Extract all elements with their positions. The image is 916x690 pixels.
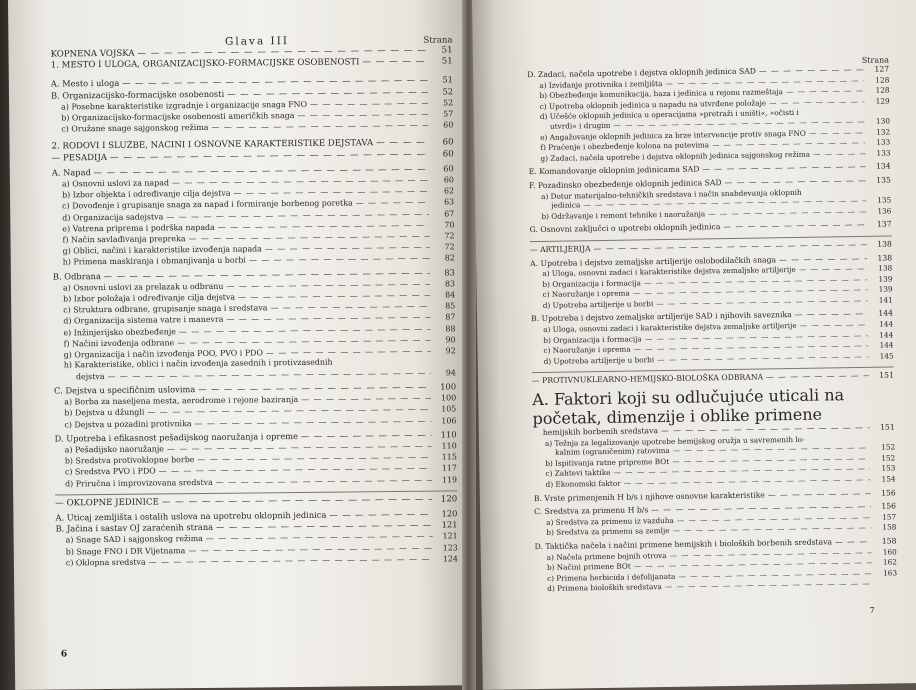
toc-entry-title: B. Odbrana — [52, 270, 101, 282]
toc-page-number: 153 — [881, 463, 896, 474]
dash-leader — [362, 57, 427, 69]
toc-entry-title: c) Primena herbicida i defolijanata — [547, 571, 676, 583]
dash-leader — [376, 138, 428, 150]
toc-entry-title: d) Organizacija sadejstva — [62, 212, 164, 223]
toc-entry-title: G. Osnovni zaključci o upotrebi oklopnih jedinica — [529, 222, 721, 235]
toc-entry-title: a) Osnovni uslovi za prelazak u odbranu — [62, 281, 224, 293]
toc-entry-title: a) Posebne karakteristike izgradnje i organizacije snaga FNO — [61, 99, 308, 112]
toc-page-number: 123 — [442, 542, 458, 553]
toc-page-number: 138 — [877, 239, 892, 249]
toc-entry-title: C. Dejstva u specifičnim uslovima — [54, 383, 196, 396]
toc-entry-title: a) Snage SAD i sajgonskog režima — [65, 534, 203, 545]
toc-entry-title: c) Upotreba oklopnih jedinica u napadu na utvrđene položaje — [539, 98, 767, 111]
dash-leader — [813, 149, 866, 160]
toc-page-number: 135 — [876, 175, 891, 185]
toc-entry-title: b) Izbor objekta i određivanje cilja dejstva — [61, 188, 231, 200]
toc-page-number: 87 — [445, 312, 456, 322]
page-column-header: Strana — [861, 55, 890, 65]
toc-page-number: 121 — [441, 519, 458, 530]
toc-page-number: 156 — [881, 501, 897, 511]
toc-page-number: 117 — [441, 463, 457, 473]
toc-page-number: 121 — [442, 531, 458, 541]
toc-page-number: 133 — [876, 137, 891, 147]
toc-entry-title: e) Inžinjerijsko obezbeđenje — [63, 326, 176, 338]
toc-page-number: 119 — [441, 474, 458, 484]
toc-entry-title: — PEŠADIJA — [51, 152, 108, 164]
toc-page-number: 106 — [441, 415, 457, 425]
toc-page-number: 110 — [441, 441, 457, 451]
dash-leader — [835, 537, 872, 548]
toc-entry-title: D. Upotreba i efikasnost pešadijskog naoružanja i opreme — [54, 430, 299, 444]
toc-entry-title: f) Praćenje i obezbeđenje kolona na putevima — [540, 140, 710, 153]
toc-entry-title: — OKLOPNE JEDINICE — [55, 497, 159, 509]
toc-page-number: 72 — [444, 242, 455, 252]
left-page — [8, 0, 475, 690]
toc-page-number: 60 — [443, 163, 454, 174]
dash-leader — [768, 488, 871, 500]
toc-entry-title: C. Sredstva za primenu H b/s — [533, 505, 649, 517]
toc-page-number: 127 — [874, 64, 890, 74]
toc-page-number: 160 — [882, 546, 897, 557]
toc-page-number: 57 — [443, 109, 454, 119]
toc-entry-title: c) Naoružanje i oprema — [542, 288, 630, 300]
toc-page-number: 51 — [441, 45, 453, 56]
toc-entry-title: A. Napad — [51, 166, 91, 178]
toc-entry-title: c) Oružane snage sajgonskog režima — [61, 123, 209, 134]
toc-page-number: 144 — [878, 308, 894, 319]
toc-page-number: 163 — [883, 568, 898, 578]
toc-page-number: 129 — [875, 96, 890, 106]
toc-entry-title: D. Zadaci, načela upotrebe i dejstva oklopnih jedinica SAD — [527, 66, 756, 80]
toc-entry-title: d) Upotreba artiljerije u borbi — [543, 355, 655, 366]
toc-page-number: 152 — [881, 453, 896, 463]
toc-entry-title: utvrdi« i drugim — [549, 120, 611, 131]
toc-entry-title: A. Mesto i uloga — [50, 78, 120, 89]
toc-entry-title: b) Održavanje i remont tehnike i naoružanja — [541, 209, 706, 221]
toc-page-number: 124 — [442, 554, 458, 564]
toc-page-number: 154 — [881, 474, 896, 484]
toc-entry-title: a) Načela primene bojnih otrova — [546, 550, 667, 562]
toc-entry-title: e) Angažovanje oklopnih jedinica za brze intervencije protiv snaga FNO — [540, 128, 806, 142]
toc-entry-title: a) Pešadijsko naoružanje — [64, 444, 164, 455]
toc-list-left — [51, 45, 458, 568]
toc-page-number: 52 — [442, 85, 454, 97]
toc-entry-title: B. Jačina i sastav OJ zaraćenih strana — [55, 522, 214, 534]
toc-page-number: 135 — [877, 195, 892, 205]
toc-entry-title: a) Osnovni uslovi za napad — [61, 178, 170, 189]
toc-page-number: 100 — [441, 393, 457, 403]
toc-page-number: 151 — [880, 422, 895, 432]
toc-page-number: 137 — [876, 219, 892, 229]
toc-entry-title: a) Uloga, osnovni zadaci i karakteristike dejstva zemaljske artiljerije — [543, 321, 797, 334]
toc-entry-title: b) Organizacija i formacija — [543, 334, 642, 345]
toc-entry-title: b) Ispitivanja ratne pripreme BOt — [545, 456, 670, 468]
toc-entry-title: g) Zadaci, načela upotrebe i dejstva oklopnih jedinica sajgonskog režima — [540, 149, 811, 163]
toc-entry-text: a) Težnja za legalizovanje upotrebe hemijskog oružja u savremenih lo- — [544, 434, 805, 448]
toc-entry-title: — ARTILJERIJA — [529, 244, 591, 255]
toc-entry-title: hemijskih borbenih sredstava — [542, 426, 659, 437]
toc-page-number: 88 — [445, 324, 456, 334]
toc-page-number: 132 — [876, 127, 891, 137]
toc-entry-title: 1. MESTO I ULOGA, ORGANIZACIJSKO-FORMACIJSKE OSOBENOSTI — [50, 57, 360, 71]
toc-page-number: 83 — [444, 279, 456, 289]
toc-entry-title: g) Oblici, načini i karakteristike izvođenja napada — [62, 244, 262, 256]
toc-entry-title: b) Sredstva za primenu sa zemlje — [546, 526, 670, 538]
toc-entry-title: kalnim (ograničenim) ratovima — [555, 446, 670, 457]
right-page — [472, 0, 916, 690]
toc-page-number: 115 — [441, 452, 457, 462]
toc-page-number: 92 — [445, 346, 456, 356]
toc-page-number: 141 — [878, 295, 893, 305]
toc-entry-title: a) Borba za naseljena mesta, aerodrome i rejone baziranja — [64, 395, 299, 407]
dash-leader — [249, 253, 430, 266]
toc-entry-title: b) Sredstva protivoklopne borbe — [64, 455, 195, 466]
toc-entry-title: d) Primena bioloških sredstava — [547, 582, 662, 594]
dash-leader — [216, 474, 432, 487]
toc-entry-title: KOPNENA VOJSKA — [50, 48, 135, 60]
toc-page-number: 138 — [877, 252, 893, 263]
toc-page-number: 136 — [877, 206, 892, 216]
dash-leader — [725, 176, 866, 189]
toc-entry-title: b) Načini primene BOt — [546, 561, 631, 573]
toc-entry-text: a) Dotur materijalno-tehničkih sredstava i način snabdevanja oklopnih — [541, 187, 802, 201]
toc-page-number: 60 — [443, 175, 454, 185]
toc-page-number: 162 — [882, 557, 897, 567]
toc-page-number: 158 — [882, 522, 897, 532]
toc-entry-title: 2. RODOVI I SLUŽBE, NAČINI I OSNOVNE KARAKTERISTIKE DEJSTAVA — [51, 138, 374, 152]
dash-leader — [356, 197, 430, 209]
toc-entry-title: c) Sredstva PVO i PDO — [64, 466, 156, 477]
dash-leader — [723, 220, 866, 233]
toc-entry-text: d) Učešće oklopnih jedinica u operacijama »pretraži i uništi«, »očisti i — [539, 108, 799, 122]
dash-leader — [266, 346, 431, 359]
toc-page-number: 156 — [881, 487, 896, 498]
toc-entry-title: E. Komandovanje oklopnim jedinicama SAD — [528, 164, 700, 177]
toc-page-number: 144 — [879, 330, 894, 340]
toc-entry-title: b) Obezbeđenje komunikacija, baza i jedinica u rejonu razmeštaja — [539, 87, 784, 101]
toc-page-number: 130 — [875, 116, 891, 126]
toc-entry-title: c) Naoružanje i oprema — [543, 344, 631, 356]
toc-entry-title: d) Priručna i improvizovana sredstva — [65, 477, 213, 488]
toc-entry-text: h) Karakteristike, oblici i način izvođenja zasednih i protivzasednih — [63, 357, 333, 370]
dash-leader — [211, 120, 428, 133]
toc-entry-title: c) Dovođenje i grupisanje snaga za napad i formiranje borbenog poretka — [62, 198, 353, 211]
toc-page-number: 60 — [443, 120, 454, 130]
toc-entry-title: B. Upotreba i dejstvo zemaljske artiljerije SAD i njihovih saveznika — [530, 310, 792, 324]
toc-page-number: 84 — [445, 290, 456, 300]
toc-page-number: 62 — [443, 186, 455, 196]
toc-page-number: 83 — [444, 266, 455, 278]
toc-page-number: 110 — [440, 429, 457, 440]
toc-page-number: 70 — [444, 220, 455, 230]
toc-page-number: 120 — [440, 494, 458, 505]
dash-leader — [769, 97, 865, 109]
toc-page-number: 133 — [876, 148, 891, 158]
toc-entry-title: a) Izviđanje protivnika i zemljišta — [539, 78, 663, 90]
toc-entry-title: f) Način savlađivanja prepreka — [62, 234, 186, 245]
toc-entry-title: b) Organizacija i formacija — [542, 278, 641, 289]
toc-page-number: 158 — [881, 536, 897, 546]
toc-list-right — [527, 64, 897, 595]
toc-entry-title: c) Struktura odbrane, grupisanje snaga i sredstava — [63, 303, 268, 315]
toc-page-number: 60 — [442, 137, 454, 148]
toc-entry-title: A. Upotreba i dejstvo zemaljske artiljerije oslobodilačkih snaga — [530, 254, 777, 268]
toc-page-number: 139 — [878, 284, 893, 294]
toc-page-number: 128 — [875, 75, 890, 85]
page-number: 7 — [869, 605, 875, 615]
toc-entry-title: b) Izbor položaja i određivanje cilja dejstva — [63, 292, 236, 304]
toc-entry-title: a) Sredstva za primenu iz vazduha — [546, 515, 674, 527]
toc-page-number: 144 — [879, 319, 894, 329]
page-number: 6 — [60, 649, 68, 660]
toc-page-number: 51 — [442, 74, 453, 85]
toc-page-number: 51 — [441, 56, 453, 67]
toc-page-number: 52 — [443, 98, 454, 108]
toc-entry-title: d) Organizacija sistema vatre i manevra — [63, 315, 224, 326]
toc-page-number: 90 — [445, 335, 456, 345]
toc-page-number: 94 — [445, 368, 456, 378]
toc-page-number: 100 — [440, 381, 457, 392]
toc-entry-title: D. Taktička načela i načini primene hemijskih i bioloških borbenih sredstava — [534, 537, 833, 552]
toc-entry-title: b) Dejstva u džungli — [64, 407, 145, 418]
toc-page-number: 67 — [444, 208, 455, 219]
toc-entry-title: B. Vrste primenjenih H b/s i njihove osnovne karakteristike — [533, 490, 765, 503]
toc-entry-title: jedinica — [551, 200, 581, 210]
toc-entry-title: B. Organizacijsko-formacijske osobenosti — [50, 88, 225, 101]
toc-entry-text: A. Faktori koji su odlučujuće uticali na početak, dimenzije i oblike primene — [532, 385, 845, 429]
toc-page-number: 85 — [445, 301, 456, 311]
toc-page-number: 60 — [442, 148, 454, 160]
toc-page-number: 105 — [441, 404, 457, 414]
dash-leader — [149, 553, 433, 567]
toc-entry-title: e) Vatrena priprema i podrška napada — [62, 222, 215, 234]
toc-entry-title: c) Oklopna sredstva — [65, 557, 146, 568]
toc-entry-title: b) Snage FNO i DR Vijetnama — [65, 545, 186, 556]
toc-entry-title: h) Primena maskiranja i obmanjivanja u borbi — [62, 255, 246, 267]
chapter-title: Glava III — [224, 35, 290, 48]
toc-page-number: 157 — [882, 512, 897, 522]
toc-page-number: 139 — [878, 274, 893, 284]
dash-leader — [657, 352, 869, 366]
toc-entry-title: c) Dejstva u pozadini protivnika — [64, 418, 192, 429]
toc-page-number: 120 — [441, 508, 458, 519]
toc-page-number: 144 — [879, 340, 894, 350]
toc-entry-title: a) Uloga, osnovni zadaci i karakteristike dejstva zemaljske artiljerije — [542, 265, 796, 279]
toc-entry-title: d) Ekonomski faktor — [545, 478, 621, 489]
toc-entry-title: F. Pozadinsko obezbeđenje oklopnih jedinica SAD — [528, 178, 722, 191]
toc-page-number: 134 — [875, 161, 891, 172]
toc-page-number: 63 — [444, 197, 455, 207]
dash-leader — [766, 371, 869, 383]
toc-entry-title: — PROTIVNUKLEARNO-HEMIJSKO-BIOLOŠKA ODBRANA — [531, 372, 764, 386]
toc-entry-title: f) Načini izvođenja odbrane — [63, 338, 175, 349]
toc-page-number: 128 — [875, 85, 890, 95]
toc-entry-title: dejstva — [75, 371, 105, 381]
toc-page-number: 151 — [879, 370, 895, 381]
toc-entry-title: d) Upotreba artiljerije u borbi — [542, 299, 654, 310]
toc-entry-title: b) Organizacijsko-formacijske osobenosti američkih snaga — [61, 111, 295, 123]
toc-entry-title: c) Zahtevi taktike — [545, 468, 611, 479]
toc-page-number: 145 — [879, 351, 894, 361]
dash-leader — [665, 579, 873, 593]
toc-entry-title: A. Uticaj zemljišta i ostalih uslova na upotrebu oklopnih jedinica — [55, 509, 327, 523]
toc-page-number: 82 — [444, 253, 455, 263]
page-column-header: Strana — [423, 35, 453, 46]
toc-entry-title: g) Organizacija i način izvođenja POO, PVO i PDO — [63, 348, 263, 360]
toc-page-number: 138 — [878, 263, 893, 273]
toc-page-number: 152 — [881, 442, 896, 452]
toc-page-number: 72 — [444, 231, 455, 241]
